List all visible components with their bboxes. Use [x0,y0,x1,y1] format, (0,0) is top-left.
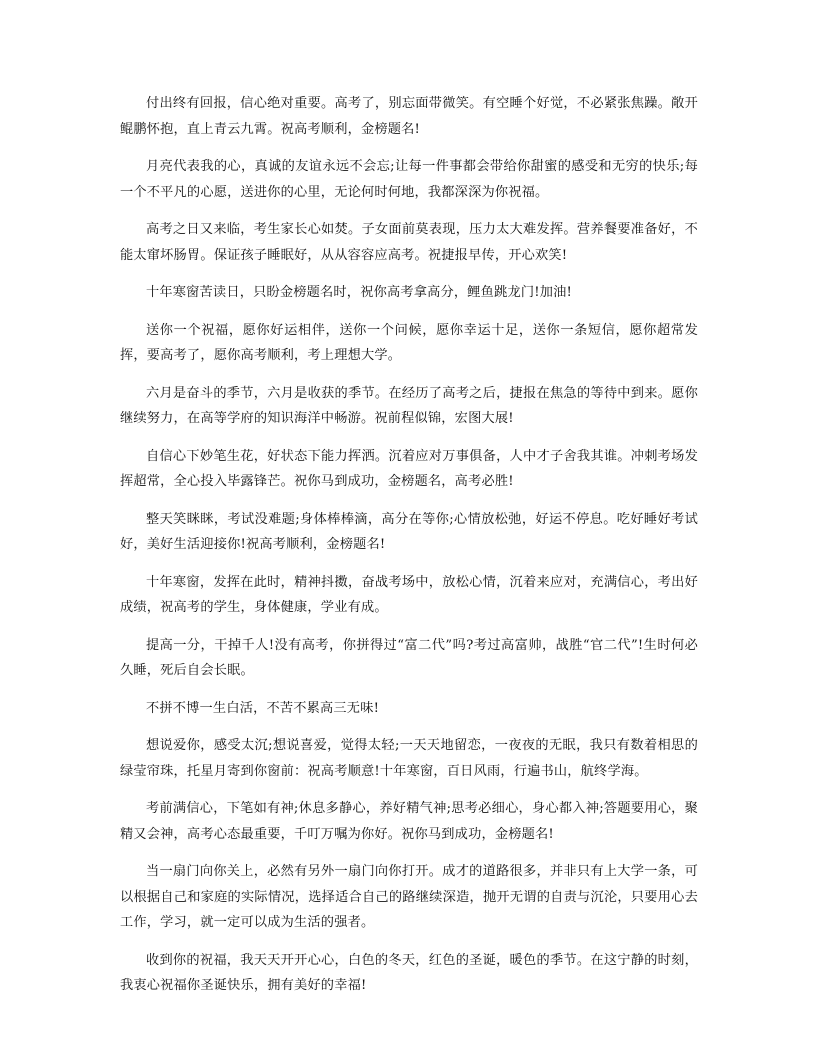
paragraph: 月亮代表我的心，真诚的友谊永远不会忘;让每一件事都会带给你甜蜜的感受和无穷的快乐;每一个不平凡的心愿，送进你的心里，无论何时何地，我都深深为你祝福。 [120,159,698,200]
paragraph: 十年寒窗苦读日，只盼金榜题名时，祝你高考拿高分，鲤鱼跳龙门!加油! [146,285,573,300]
paragraph: 自信心下妙笔生花，好状态下能力挥洒。沉着应对万事俱备，人中才子舍我其谁。冲刺考场发挥超常，全心投入毕露锋芒。祝你马到成功，金榜题名，高考必胜! [120,448,698,489]
paragraph: 收到你的祝福，我天天开开心心，白色的冬天，红色的圣诞，暖色的季节。在这宁静的时刻，我衷心祝福你圣诞快乐，拥有美好的幸福! [120,952,698,993]
paragraph: 不拼不博一生白活，不苦不累高三无味! [146,700,380,716]
paragraph: 整天笑眯眯，考试没难题;身体棒棒滴，高分在等你;心情放松弛，好运不停息。吃好睡好考试好，美好生活迎接你!祝高考顺利，金榜题名! [120,511,698,552]
document-page [120,91,698,1011]
paragraph: 六月是奋斗的季节，六月是收获的季节。在经历了高考之后，捷报在焦急的等待中到来。愿你继续努力，在高等学府的知识海洋中畅游。祝前程似锦，宏图大展! [120,385,698,426]
paragraph: 送你一个祝福，愿你好运相伴，送你一个问候，愿你幸运十足，送你一条短信，愿你超常发挥，要高考了，愿你高考顺利，考上理想大学。 [120,322,698,363]
paragraph: 提高一分，干掉千人!没有高考，你拼得过“富二代”吗?考过高富帅，战胜“官二代”!生时何必久睡，死后自会长眠。 [120,637,698,678]
paragraph: 十年寒窗，发挥在此时，精神抖擞，奋战考场中，放松心情，沉着来应对，充满信心，考出好成绩，祝高考的学生，身体健康，学业有成。 [120,574,698,615]
paragraph: 高考之日又来临，考生家长心如焚。子女面前莫表现，压力太大难发挥。营养餐要准备好，不能太窜坏肠胃。保证孩子睡眠好，从从容容应高考。祝捷报早传，开心欢笑! [120,222,698,263]
paragraph: 付出终有回报，信心绝对重要。高考了，别忘面带微笑。有空睡个好觉，不必紧张焦躁。敞开鲲鹏怀抱，直上青云九霄。祝高考顺利，金榜题名! [120,96,698,137]
paragraph: 想说爱你，感受太沉;想说喜爱，觉得太轻;一天天地留恋，一夜夜的无眠，我只有数着相思的绿莹帘珠，托星月寄到你窗前：祝高考顺意!十年寒窗，百日风雨，行遍书山，航终学海。 [120,738,698,779]
paragraph: 当一扇门向你关上，必然有另外一扇门向你打开。成才的道路很多，并非只有上大学一条，可以根据自己和家庭的实际情况，选择适合自己的路继续深造，抛开无谓的自责与沉沦，只要用心去工作，学习，就一定可以成为生活的强者。 [120,864,698,930]
paragraph: 考前满信心，下笔如有神;休息多静心，养好精气神;思考必细心，身心都入神;答题要用心，聚精又会神，高考心态最重要，千叮万嘱为你好。祝你马到成功，金榜题名! [120,801,698,842]
